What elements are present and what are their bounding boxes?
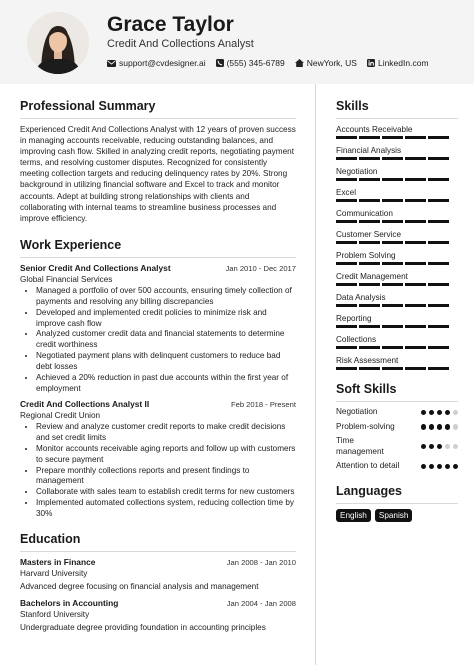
soft-skill-rating [421,444,459,450]
skill-level-segment [428,157,449,160]
section-divider [336,118,458,119]
school: Harvard University [20,569,88,579]
skill-level-bar [336,325,458,328]
skill-level-bar [336,220,458,223]
phone-icon [216,59,224,67]
soft-skills-list [336,407,458,472]
job-bullets [20,286,296,395]
skill-level-bar [336,199,458,202]
job-bullet: • Analyzed customer credit data and financial statements to determine credit worthiness [36,329,296,351]
rating-dot [453,444,459,450]
rating-dot [421,444,427,450]
skills-heading: Skills [336,99,369,113]
skill-level-bar [336,304,458,307]
rating-dot [421,464,427,470]
soft-skill-rating [421,410,459,416]
job-company: Global Financial Services [20,274,113,284]
rating-dot [445,444,451,450]
skill-level-bar [336,241,458,244]
skill-level-segment [405,325,426,328]
skill-level-segment [336,304,357,307]
skill-item [336,334,458,349]
education-entry [20,557,296,592]
skill-item [336,145,458,160]
contact-email[interactable] [107,58,206,68]
skill-level-segment [359,262,380,265]
job-bullet: • Achieved a 20% reduction in past due accounts within the first year of employment [36,373,296,395]
skill-name: Risk Assessment [336,356,399,365]
language-badge: English [336,509,371,522]
education-description: Advanced degree focusing on financial analysis and management [20,582,259,592]
skill-level-segment [336,199,357,202]
skill-item [336,187,458,202]
skill-name: Excel [336,188,357,197]
skill-item [336,271,458,286]
skill-level-segment [428,325,449,328]
skill-level-segment [405,157,426,160]
skill-level-segment [382,262,403,265]
languages-section [336,484,458,522]
skill-level-segment [382,157,403,160]
job-bullet: • Implemented automated collections system, reducing collection time by 30% [36,498,296,520]
rating-dot [445,410,451,416]
experience-section [20,238,296,520]
skill-level-segment [405,283,426,286]
skill-level-segment [428,346,449,349]
skill-level-segment [359,367,380,370]
contact-location-text: NewYork, US [306,58,357,68]
soft-skill-item [336,436,458,457]
job-bullets [20,422,296,520]
skill-item [336,292,458,307]
soft-skill-name: Problem-solving [336,421,395,431]
skill-level-segment [405,136,426,139]
skill-level-segment [382,178,403,181]
rating-dot [453,410,459,416]
skill-item [336,229,458,244]
rating-dot [437,424,443,430]
rating-dot [421,410,427,416]
skill-level-segment [382,325,403,328]
contact-phone-text: (555) 345-6789 [226,58,285,68]
skill-level-segment [428,304,449,307]
skill-level-segment [336,325,357,328]
skill-name: Credit Management [336,272,408,281]
skill-name: Accounts Receivable [336,125,413,134]
rating-dot [429,424,435,430]
skill-level-segment [405,262,426,265]
candidate-name: Grace Taylor [107,13,234,36]
job-bullet: • Managed a portfolio of over 500 accounts, ensuring timely collection of payments and resolving any billing discrepancies [36,286,296,308]
job-bullet: • Prepare monthly collections reports and present findings to management [36,466,296,488]
degree: Bachelors in Accounting [20,598,119,609]
skills-section [336,99,458,370]
skill-level-segment [336,136,357,139]
soft-skill-name: Attention to detail [336,461,400,470]
contact-linkedin-text: LinkedIn.com [377,58,429,68]
skill-level-segment [359,220,380,223]
job-bullet: • Negotiated payment plans with delinquent customers to reduce bad debt losses [36,351,296,373]
skill-level-segment [428,178,449,181]
skill-level-segment [382,136,403,139]
education-date: Jan 2008 - Jan 2010 [226,558,296,568]
section-divider [336,401,458,402]
skill-level-segment [336,220,357,223]
skill-level-segment [336,241,357,244]
experience-heading: Work Experience [20,237,122,252]
skill-level-segment [336,262,357,265]
rating-dot [453,464,459,470]
languages-heading: Languages [336,483,402,498]
skill-level-segment [382,346,403,349]
soft-skill-item [336,422,458,433]
soft-skills-heading: Soft Skills [336,382,397,396]
skill-level-segment [428,220,449,223]
skill-level-segment [359,157,380,160]
job-entry [20,263,296,395]
linkedin-icon [367,59,375,67]
skill-level-segment [336,346,357,349]
skill-level-segment [359,178,380,181]
rating-dot [429,444,435,450]
soft-skill-item [336,407,458,418]
skill-level-segment [359,199,380,202]
job-role: Senior Credit And Collections Analyst [20,262,171,273]
rating-dot [453,424,459,430]
language-list [336,509,458,522]
left-column [20,99,296,639]
skill-level-segment [428,367,449,370]
skill-name: Reporting [336,314,372,323]
language-badge: Spanish [375,509,413,522]
profile-photo [27,12,89,74]
skill-level-bar [336,136,458,139]
skill-name: Communication [336,209,393,218]
contact-email-text: support@cvdesigner.ai [119,58,206,68]
education-section [20,532,296,633]
column-divider [315,84,316,665]
education-description: Undergraduate degree providing foundation in accounting principles [20,623,266,633]
contact-list [107,58,439,68]
contact-linkedin[interactable] [367,58,429,68]
summary-text: Experienced Credit And Collections Analyst with 12 years of proven success in managing accounts receivable, reducing outstanding balances, and improving cash flow. Skilled in analyzing credit reports, negotiating payment terms, and resolving customer disputes. Recognized for consistently meeting collection targets and reducing delinquency rates by 20%. Strong background in utilizing financial software and Excel to track and monitor accounts. Adept at building strong relationships with clients and collaborating with internal teams to streamline business processes and improve efficiency. [20,125,296,223]
skill-level-segment [428,199,449,202]
soft-skills-section [336,382,458,472]
education-entry [20,598,296,633]
skill-level-bar [336,283,458,286]
contact-phone[interactable] [216,58,285,68]
job-date: Feb 2018 - Present [230,399,296,409]
skill-item [336,208,458,223]
skill-level-segment [428,241,449,244]
skill-name: Financial Analysis [336,146,402,155]
skill-item [336,313,458,328]
section-divider [336,503,458,504]
skill-name: Collections [336,335,377,344]
skill-name: Problem Solving [336,251,396,260]
skill-level-segment [405,367,426,370]
skill-level-bar [336,157,458,160]
skill-level-segment [428,262,449,265]
rating-dot [429,410,435,416]
skill-level-segment [336,283,357,286]
skill-item [336,355,458,370]
job-entry [20,399,296,520]
skill-level-segment [405,241,426,244]
rating-dot [421,424,427,430]
skill-level-segment [405,220,426,223]
education-date: Jan 2004 - Jan 2008 [226,599,296,609]
skill-level-segment [336,157,357,160]
skill-name: Negotiation [336,167,378,176]
rating-dot [437,464,443,470]
skill-level-segment [382,304,403,307]
skill-item [336,250,458,265]
skill-level-bar [336,367,458,370]
skill-item [336,124,458,139]
rating-dot [437,444,443,450]
soft-skill-item [336,461,458,472]
skill-name: Customer Service [336,230,402,239]
skill-level-segment [405,199,426,202]
skill-level-segment [359,136,380,139]
skill-level-segment [382,199,403,202]
skill-level-bar [336,178,458,181]
job-bullet: • Review and analyze customer credit reports to make credit decisions and set credit limits [36,422,296,444]
skills-list [336,124,458,370]
skill-level-segment [359,325,380,328]
skill-level-bar [336,262,458,265]
school: Stanford University [20,610,90,620]
rating-dot [437,410,443,416]
soft-skill-name: Time management [336,436,384,456]
right-column [336,99,458,522]
rating-dot [429,464,435,470]
home-icon [295,59,304,67]
contact-location [295,58,357,68]
skill-level-segment [382,283,403,286]
section-divider [20,118,296,119]
skill-level-segment [428,283,449,286]
job-bullet: • Monitor accounts receivable aging reports and follow up with customers to secure payment [36,444,296,466]
skill-level-segment [359,304,380,307]
skill-item [336,166,458,181]
skill-level-segment [405,346,426,349]
resume-header [0,0,474,84]
skill-level-segment [382,220,403,223]
job-date: Jan 2010 - Dec 2017 [225,263,296,273]
skill-level-segment [336,178,357,181]
skill-level-segment [428,136,449,139]
job-role: Credit And Collections Analyst II [20,398,150,409]
skill-level-segment [382,241,403,244]
soft-skill-rating [421,464,459,470]
skill-name: Data Analysis [336,293,386,302]
job-bullet: • Developed and implemented credit policies to minimize risk and improve cash flow [36,308,296,330]
candidate-title: Credit And Collections Analyst [107,38,254,50]
job-bullet: • Collaborate with sales team to establish credit terms for new customers [36,487,296,498]
soft-skill-name: Negotiation [336,407,378,416]
degree: Masters in Finance [20,557,96,568]
skill-level-segment [336,367,357,370]
email-icon [107,60,116,67]
soft-skill-rating [421,424,459,430]
summary-heading: Professional Summary [20,99,156,113]
skill-level-segment [359,346,380,349]
skill-level-segment [405,178,426,181]
avatar-portrait [27,12,89,74]
section-divider [20,551,296,552]
section-divider [20,257,296,258]
skill-level-segment [359,283,380,286]
skill-level-segment [359,241,380,244]
education-heading: Education [20,532,81,547]
skill-level-segment [405,304,426,307]
skill-level-segment [382,367,403,370]
rating-dot [445,424,451,430]
skill-level-bar [336,346,458,349]
summary-section [20,99,296,224]
rating-dot [445,464,451,470]
job-company: Regional Credit Union [20,410,101,420]
